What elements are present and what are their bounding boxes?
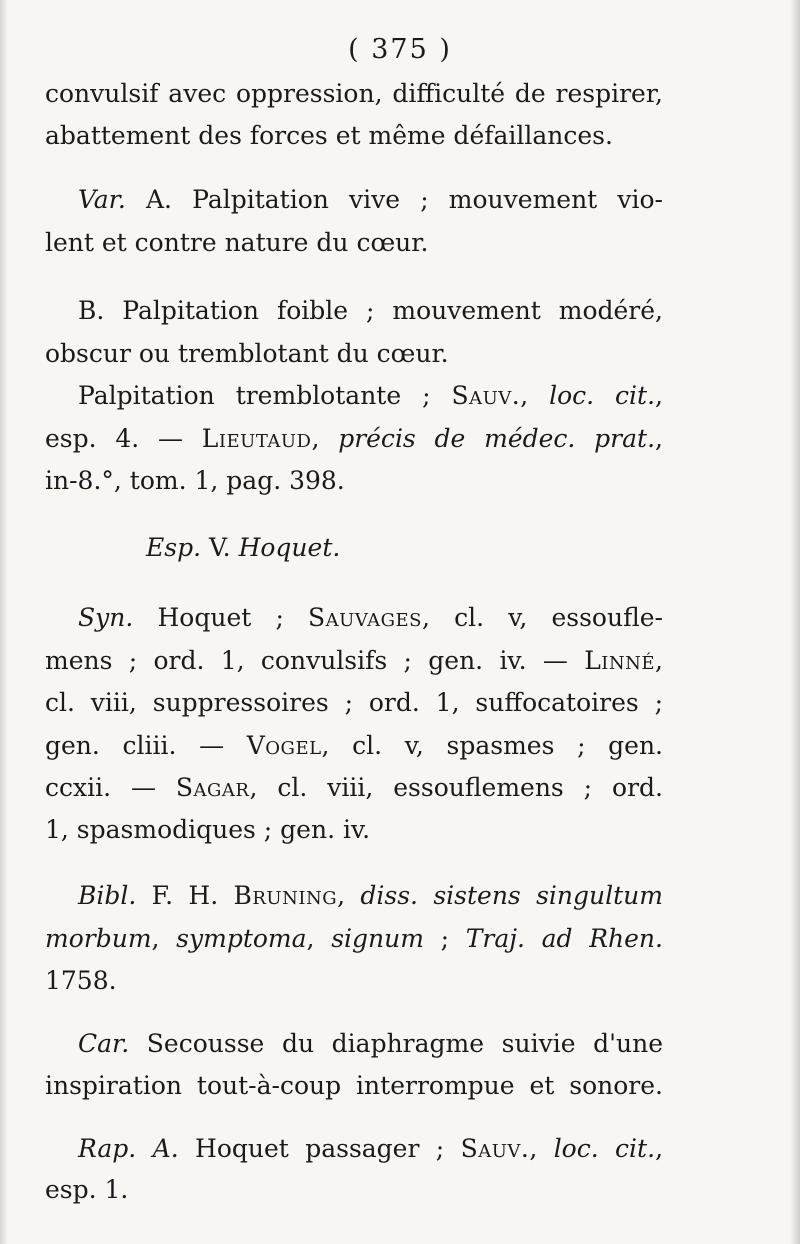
citation: signum (331, 924, 424, 953)
text-line (78, 296, 663, 326)
text-line (45, 924, 663, 954)
text-line (45, 466, 663, 496)
text: cl. viii, suppressoires ; ord. 1, suffocatoires ; (45, 688, 663, 717)
text: ; (423, 924, 466, 953)
text-line (45, 815, 663, 845)
author-name: Sagar (175, 773, 250, 802)
section-label: Bibl. (78, 881, 137, 910)
citation: Traj. ad Rhen. (465, 924, 663, 953)
text-line (78, 185, 663, 215)
text-line (78, 881, 663, 911)
text-line (45, 646, 663, 676)
text-line (78, 1029, 663, 1059)
text: B. Palpitation foible ; mouvement modéré, (78, 296, 663, 325)
citation: loc. cit. (553, 1134, 656, 1163)
author-name: Linné (584, 646, 656, 675)
species-heading (146, 533, 340, 563)
citation: symptoma (176, 924, 307, 953)
text: abattement des forces et même défaillances. (45, 121, 613, 150)
text: , cl. viii, essouflemens ; ord. (249, 773, 663, 802)
author-name: Vogel (246, 731, 322, 760)
citation: A. (136, 1134, 179, 1163)
text: A. Palpitation vive ; mouvement vio- (125, 185, 663, 214)
text-line (45, 773, 663, 803)
text: esp. 4. — (45, 424, 202, 453)
text: , (529, 1134, 554, 1163)
citation: précis de médec. prat. (338, 424, 656, 453)
text: convulsif avec oppression, difficulté de respirer, (45, 79, 663, 108)
text-line (78, 603, 663, 633)
text: , (306, 924, 332, 953)
author-name: Sauvages (308, 603, 422, 632)
text: , (151, 924, 177, 953)
text: mens ; ord. 1, convulsifs ; gen. iv. — (45, 646, 585, 675)
section-label: Var. (78, 185, 126, 214)
text: 1758. (45, 966, 117, 995)
text: , cl. v, essoufle- (421, 603, 663, 632)
text: ccxii. — (45, 773, 176, 802)
text-line (45, 79, 663, 109)
text-line (78, 1134, 663, 1164)
text: in-8.°, tom. 1, pag. 398. (45, 466, 345, 495)
section-label: Esp. (146, 533, 202, 562)
text: Hoquet ; (133, 603, 309, 632)
page-number: ( 375 ) (348, 34, 452, 65)
text: obscur ou tremblotant du cœur. (45, 339, 449, 368)
citation: morbum (45, 924, 152, 953)
citation: loc. cit. (549, 381, 656, 410)
author-name: Sauv. (451, 381, 521, 410)
section-label: Syn. (78, 603, 134, 632)
species-name: Hoquet. (238, 533, 341, 562)
text-line (45, 424, 663, 454)
text-line (45, 688, 663, 718)
text-line (45, 966, 663, 996)
text: , (655, 381, 663, 410)
text: F. H. (136, 881, 234, 910)
text-line (45, 228, 663, 258)
text: Hoquet passager ; (178, 1134, 461, 1163)
author-name: Bruning (233, 881, 338, 910)
text: , (655, 1134, 664, 1163)
text-line (45, 1175, 663, 1205)
section-label: Rap. (78, 1134, 137, 1163)
citation: diss. sistens singultum (360, 881, 663, 910)
text: gen. cliii. — (45, 731, 247, 760)
text-line (78, 381, 663, 411)
text: Secousse du diaphragme suivie d'une (129, 1029, 663, 1058)
text-line (45, 339, 663, 369)
author-name: Sauv. (460, 1134, 530, 1163)
text: , cl. v, spasmes ; gen. (321, 731, 663, 760)
text: V. (201, 533, 239, 562)
text: 1, spasmodiques ; gen. iv. (45, 815, 371, 844)
text-line (45, 731, 663, 761)
text: , (311, 424, 339, 453)
text-line (45, 1071, 663, 1101)
text: lent et contre nature du cœur. (45, 228, 429, 257)
text: , (337, 881, 361, 910)
text: esp. 1. (45, 1175, 129, 1204)
section-label: Car. (78, 1029, 130, 1058)
text: inspiration tout-à-coup interrompue et sonore. (45, 1071, 663, 1100)
author-name: Lieutaud (201, 424, 312, 453)
text: , (655, 646, 663, 675)
text: , (520, 381, 550, 410)
text-line (45, 121, 663, 151)
text: Palpitation tremblotante ; (78, 381, 452, 410)
text: , (655, 424, 663, 453)
